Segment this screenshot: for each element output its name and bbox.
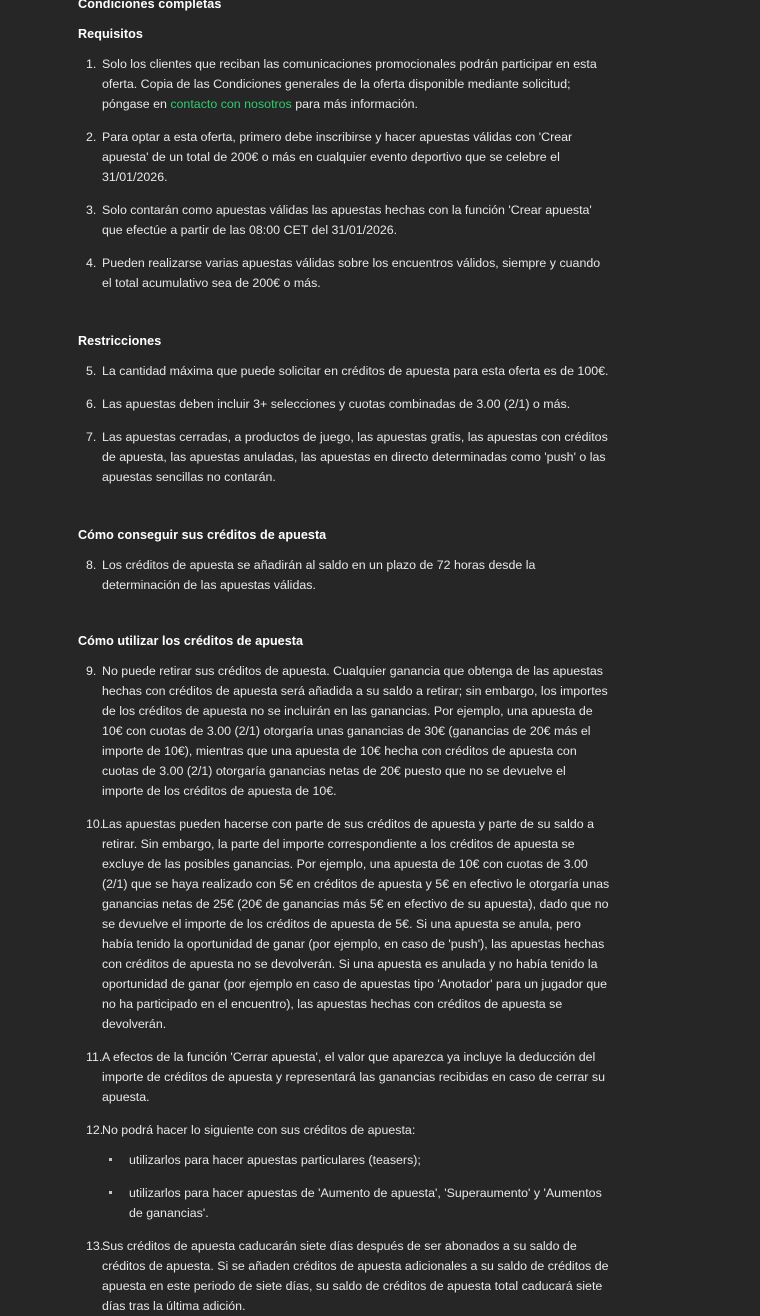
- list-item-text: Solo contarán como apuestas válidas las apuestas hechas con la función 'Crear apuesta' que efectúe a partir de las 08:00 CET del 31/01/2026.: [102, 203, 592, 237]
- contact-us-link[interactable]: contacto con nosotros: [170, 97, 292, 111]
- list-item: [78, 1236, 610, 1316]
- list-item: [78, 814, 610, 1034]
- page-title: Condiciones completas: [78, 0, 222, 11]
- list-item-text: A efectos de la función 'Cerrar apuesta', el valor que aparezca ya incluye la deducción del importe de créditos de apuesta y representará las ganancias recibidas en caso de cerrar su apuesta.: [102, 1050, 605, 1104]
- list-item-number: 2.: [86, 130, 97, 144]
- section-heading-como-utilizar: Cómo utilizar los créditos de apuesta: [78, 634, 304, 648]
- list-item: [78, 394, 610, 414]
- list-item-number: 7.: [86, 430, 97, 444]
- list-item-text-part: Solo los clientes que reciban las comunicaciones promocionales podrán participar en esta oferta. Copia de las Condiciones generales de la oferta disponible mediante solicitud; póngase en: [102, 57, 597, 111]
- list-item-text: [102, 54, 610, 114]
- list-item-number: 11.: [86, 1050, 103, 1064]
- list-item-text: No puede retirar sus créditos de apuesta. Cualquier ganancia que obtenga de las apuestas hechas con créditos de apuesta será añadida a su saldo a retirar; sin embargo, los importes de los créditos de apuesta no se incluirán en las ganancias. Por ejemplo, una apuesta de 10€ con cuotas de 3.00 (2/1) otorgaría unas ganancias de 30€ (ganancias de 20€ más el importe de 10€), mientras que una apuesta de 10€ hecha con créditos de apuesta con cuotas de 3.00 (2/1) otorgaría ganancias netas de 20€ puesto que no se devuelve el importe de los créditos de apuesta de 10€.: [102, 664, 608, 798]
- list-item-lead-text: No podrá hacer lo siguiente con sus créditos de apuesta:: [102, 1123, 416, 1137]
- list-item-number: 1.: [86, 57, 97, 71]
- list-item-text: Las apuestas deben incluir 3+ selecciones y cuotas combinadas de 3.00 (2/1) o más.: [102, 397, 571, 411]
- list-item-number: 10.: [86, 817, 104, 831]
- list-item: [78, 361, 610, 381]
- section-heading-requisitos: Requisitos: [78, 27, 143, 41]
- list-item-text: Para optar a esta oferta, primero debe inscribirse y hacer apuestas válidas con 'Crear apuesta' de un total de 200€ o más en cualquier evento deportivo que se celebre el 31/01/2026.: [102, 130, 573, 184]
- bullet-list-item: [102, 1150, 610, 1170]
- list-item: [78, 555, 610, 595]
- list-item-number: 5.: [86, 364, 97, 378]
- list-item-text-part: para más información.: [291, 97, 419, 111]
- how-to-get-credits-list: [78, 555, 610, 595]
- list-item-text: Sus créditos de apuesta caducarán siete días después de ser abonados a su saldo de créditos de apuesta. Si se añaden créditos de apuesta adicionales a su saldo de créditos de apuesta en este periodo de siete días, su saldo de créditos de apuesta total caducará siete días tras la última adición.: [102, 1239, 609, 1313]
- spacer: [78, 487, 610, 527]
- list-item: [78, 427, 610, 487]
- list-item-number: 4.: [86, 256, 97, 270]
- bullet-list-item-text: utilizarlos para hacer apuestas particulares (teasers);: [129, 1153, 421, 1167]
- spacer: [78, 42, 610, 54]
- bullet-icon: [102, 1183, 129, 1203]
- bullet-icon: [102, 1150, 129, 1170]
- section-heading-restricciones: Restricciones: [78, 334, 162, 348]
- list-item: [78, 54, 610, 114]
- restrictions-list: [78, 361, 610, 487]
- spacer: [78, 595, 610, 633]
- bullet-list-item: [102, 1183, 610, 1223]
- list-item-text: Pueden realizarse varias apuestas válidas sobre los encuentros válidos, siempre y cuando el total acumulativo sea de 200€ o más.: [102, 256, 601, 290]
- spacer: [78, 649, 610, 661]
- list-item: [78, 661, 610, 801]
- list-item: [78, 253, 610, 293]
- spacer: [78, 349, 610, 361]
- list-item-number: 12.: [86, 1123, 104, 1137]
- list-item-number: 13.: [86, 1239, 104, 1253]
- list-item: [78, 1047, 610, 1107]
- prohibited-uses-list: [102, 1150, 610, 1223]
- list-item-text: Los créditos de apuesta se añadirán al saldo en un plazo de 72 horas desde la determinación de las apuestas válidas.: [102, 558, 536, 592]
- list-item-number: 9.: [86, 664, 97, 678]
- list-item: [78, 127, 610, 187]
- requirements-list: [78, 54, 610, 293]
- list-item-text: Las apuestas cerradas, a productos de juego, las apuestas gratis, las apuestas con créditos de apuesta, las apuestas anuladas, las apuestas en directo determinadas como 'push' o las apuestas sencillas no contarán.: [102, 430, 608, 484]
- spacer: [78, 543, 610, 555]
- list-item-text: Las apuestas pueden hacerse con parte de sus créditos de apuesta y parte de su saldo a retirar. Sin embargo, la parte del importe correspondiente a los créditos de apuesta se excluye de las posibles ganancias. Por ejemplo, una apuesta de 10€ con cuotas de 3.00 (2/1) que se haya realizado con 5€ en créditos de apuesta y 5€ en efectivo le otorgaría unas ganancias netas de 25€ (20€ de ganancias más 5€ en efectivo de su apuesta), dado que no se devuelve el importe de los créditos de apuesta de 5€. Si una apuesta se anula, pero había tenido la oportunidad de ganar (por ejemplo, en caso de 'push'), las apuestas hechas con créditos de apuesta no se devolverán. Si una apuesta es anulada y no había tenido la oportunidad de ganar (por ejemplo en caso de apuestas tipo 'Anotador' para un jugador que no ha participado en el encuentro), las apuestas hechas con créditos de apuesta se devolverán.: [102, 817, 610, 1031]
- spacer: [78, 14, 610, 26]
- list-item: [78, 200, 610, 240]
- spacer: [78, 293, 610, 333]
- list-item-number: 3.: [86, 203, 97, 217]
- bullet-list-item-text: utilizarlos para hacer apuestas de 'Aumento de apuesta', 'Superaumento' y 'Aumentos de ganancias'.: [129, 1186, 602, 1220]
- list-item: [78, 1120, 610, 1223]
- section-heading-como-conseguir: Cómo conseguir sus créditos de apuesta: [78, 528, 327, 542]
- list-item-text: [102, 1120, 610, 1223]
- list-item-number: 8.: [86, 558, 97, 572]
- list-item-number: 6.: [86, 397, 97, 411]
- how-to-use-credits-list: [78, 661, 610, 1316]
- list-item-text: La cantidad máxima que puede solicitar en créditos de apuesta para esta oferta es de 100€.: [102, 364, 609, 378]
